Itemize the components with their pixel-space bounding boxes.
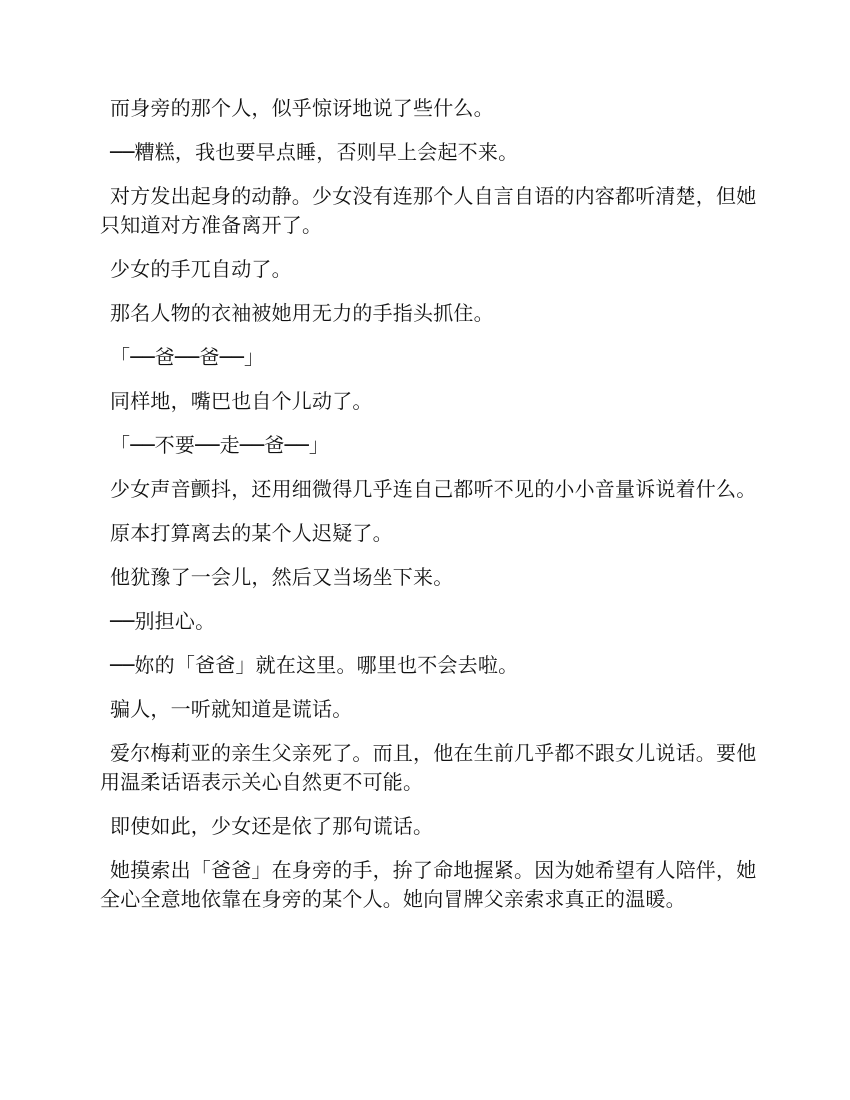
paragraph-1: 而身旁的那个人，似乎惊讶地说了些什么。 <box>110 96 494 120</box>
paragraph-12: ──别担心。 <box>110 609 216 633</box>
paragraph-8: 「──不要──走──爸──」 <box>110 433 330 457</box>
paragraph-16: 即使如此，少女还是依了那句谎话。 <box>110 814 434 838</box>
paragraph-5: 那名人物的衣袖被她用无力的手指头抓住。 <box>110 301 494 325</box>
paragraph-2: ──糟糕，我也要早点睡，否则早上会起不来。 <box>110 140 519 164</box>
paragraph-11: 他犹豫了一会儿，然后又当场坐下来。 <box>110 565 454 589</box>
paragraph-10: 原本打算离去的某个人迟疑了。 <box>110 521 393 545</box>
paragraph-7: 同样地，嘴巴也自个儿动了。 <box>110 389 373 413</box>
paragraph-4: 少女的手兀自动了。 <box>110 257 292 281</box>
paragraph-9: 少女声音颤抖，还用细微得几乎连自己都听不见的小小音量诉说着什么。 <box>110 477 757 501</box>
paragraph-13: ──妳的「爸爸」就在这里。哪里也不会去啦。 <box>110 653 519 677</box>
paragraph-17: 她摸索出「爸爸」在身旁的手，拚了命地握紧。因为她希望有人陪伴，她全心全意地依靠在身旁的某个人。她向冒牌父亲索求真正的温暖。 <box>100 858 757 911</box>
paragraph-15: 爱尔梅莉亚的亲生父亲死了。而且，他在生前几乎都不跟女儿说话。要他用温柔话语表示关心自然更不可能。 <box>100 741 757 794</box>
paragraph-14: 骗人，一听就知道是谎话。 <box>110 697 353 721</box>
paragraph-6: 「──爸──爸──」 <box>110 345 265 369</box>
paragraph-3: 对方发出起身的动静。少女没有连那个人自言自语的内容都听清楚，但她只知道对方准备离开了。 <box>100 184 757 237</box>
document-body <box>100 94 760 929</box>
